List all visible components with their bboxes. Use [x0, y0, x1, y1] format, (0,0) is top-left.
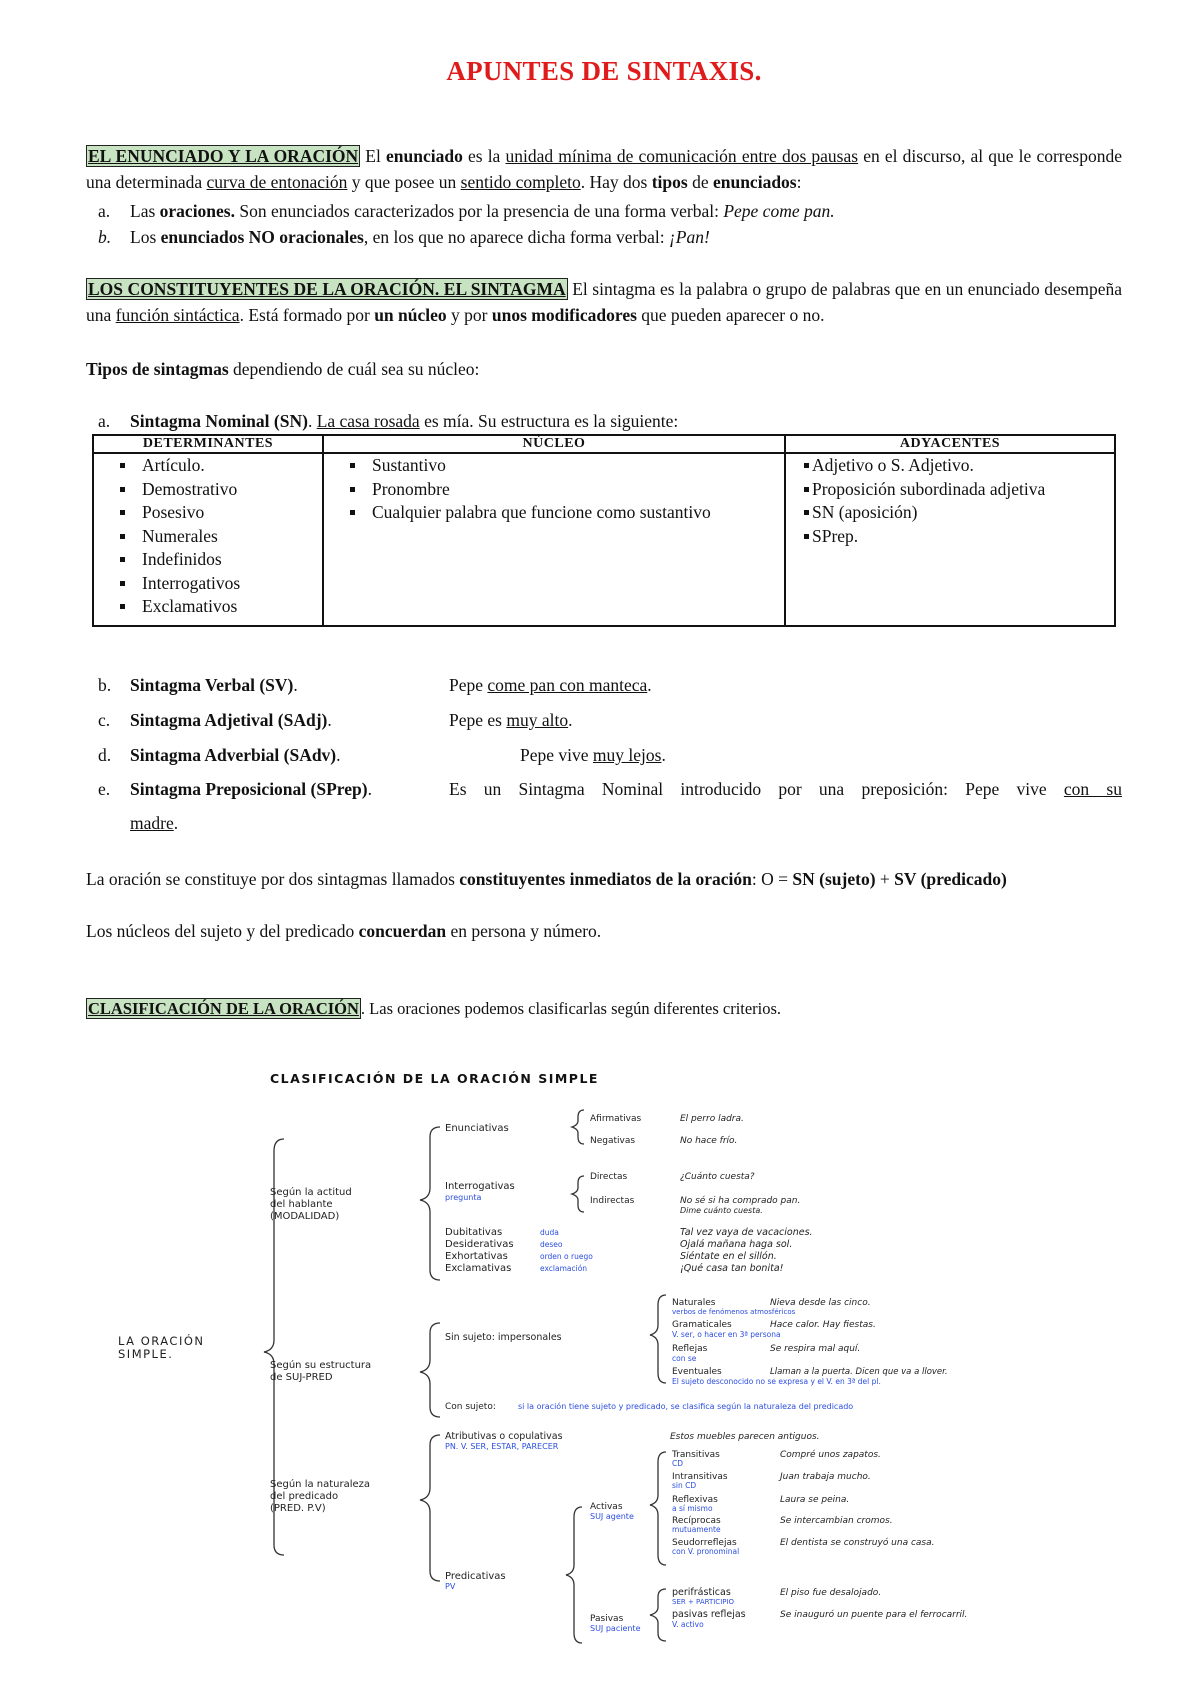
svg-text:Eventuales: Eventuales [672, 1367, 722, 1377]
section-sintagma: LOS CONSTITUYENTES DE LA ORACIÓN. EL SINTAGMA El sintagma es la palabra o grupo de palabras que en un enunciado desempeña una función sintáctica. Está formado por un núcleo y por unos modificadores que pueden aparecer o no. [86, 279, 1122, 325]
table-cell-nucleo [323, 453, 785, 626]
diagram-group-modalidad: Según la actitud [270, 1187, 352, 1198]
svg-text:Tal vez vaya de vacaciones.: Tal vez vaya de vacaciones. [680, 1227, 813, 1238]
svg-text:duda: duda [540, 1228, 559, 1237]
svg-text:con V. pronominal: con V. pronominal [672, 1547, 740, 1556]
svg-text:Nieva desde las cinco.: Nieva desde las cinco. [770, 1298, 871, 1308]
svg-text:V. activo: V. activo [672, 1620, 704, 1629]
svg-text:El piso fue desalojado.: El piso fue desalojado. [780, 1588, 882, 1598]
section-constituyentes: La oración se constituye por dos sintagmas llamados constituyentes inmediatos de la oración: O = SN (sujeto) + SV (predicado) [86, 869, 1007, 889]
svg-text:PN. V. SER, ESTAR, PARECER: PN. V. SER, ESTAR, PARECER [445, 1442, 559, 1451]
svg-text:sin CD: sin CD [672, 1481, 697, 1490]
svg-text:Gramaticales: Gramaticales [672, 1320, 732, 1330]
svg-text:Se inauguró un puente para el: Se inauguró un puente para el ferrocarril. [780, 1610, 968, 1620]
heading-sintagma: LOS CONSTITUYENTES DE LA ORACIÓN. EL SINTAGMA [88, 279, 566, 299]
list-item: Demostrativo [116, 478, 322, 502]
svg-text:verbos de fenómenos atmosféric: verbos de fenómenos atmosféricos [672, 1308, 796, 1316]
heading-enunciado: EL ENUNCIADO Y LA ORACIÓN [88, 146, 359, 166]
svg-text:CD: CD [672, 1459, 684, 1468]
svg-text:a sí mismo: a sí mismo [672, 1504, 713, 1513]
diagram-group-estructura: de SUJ-PRED [270, 1372, 333, 1383]
svg-text:Desiderativas: Desiderativas [445, 1239, 514, 1250]
section-clasificacion: CLASIFICACIÓN DE LA ORACIÓN . Las oraciones podemos clasificarlas según diferentes criterios. [88, 999, 782, 1018]
diagram-title: CLASIFICACIÓN DE LA ORACIÓN SIMPLE [270, 1071, 599, 1086]
svg-text:Compré unos zapatos.: Compré unos zapatos. [780, 1450, 881, 1460]
svg-text:Laura se peina.: Laura se peina. [780, 1495, 850, 1505]
svg-text:Afirmativas: Afirmativas [590, 1114, 642, 1124]
svg-text:Reflexivas: Reflexivas [672, 1495, 718, 1505]
diagram-group-modalidad: (MODALIDAD) [270, 1211, 340, 1222]
svg-text:Seudorreflejas: Seudorreflejas [672, 1538, 737, 1548]
svg-text:Dubitativas: Dubitativas [445, 1227, 503, 1238]
concordancia-line: Los núcleos del sujeto y del predicado concuerdan en persona y número. [86, 921, 602, 941]
svg-text:exclamación: exclamación [540, 1264, 588, 1273]
svg-text:Directas: Directas [590, 1172, 628, 1182]
tipos-sintagmas-line: Tipos de sintagmas dependiendo de cuál sea su núcleo: [86, 359, 480, 379]
svg-text:Ojalá mañana haga sol.: Ojalá mañana haga sol. [680, 1239, 793, 1250]
section-enunciado: EL ENUNCIADO Y LA ORACIÓN El enunciado es la unidad mínima de comunicación entre dos pausas en el discurso, al que le corresponde una determinada curva de entonación y que posee un sentido completo. Hay dos tipos de enunciados: [86, 146, 1122, 192]
list-item: Cualquier palabra que funcione como sustantivo [346, 501, 784, 525]
svg-text:Atributivas o copulativas: Atributivas o copulativas [445, 1431, 563, 1442]
svg-text:pregunta: pregunta [445, 1193, 482, 1202]
svg-text:El dentista se construyó una c: El dentista se construyó una casa. [780, 1538, 935, 1548]
diagram-predicativas: Predicativas [445, 1571, 506, 1582]
table-header-determinantes: DETERMINANTES [93, 435, 323, 453]
svg-text:SER + PARTICIPIO: SER + PARTICIPIO [672, 1598, 735, 1606]
svg-text:SUJ paciente: SUJ paciente [590, 1624, 641, 1633]
diagram-group-modalidad: del hablante [270, 1199, 333, 1210]
svg-text:¡Qué casa tan bonita!: ¡Qué casa tan bonita! [680, 1263, 784, 1274]
svg-text:El sujeto desconocido no se ex: El sujeto desconocido no se expresa y el V. en 3ª del pl. [672, 1377, 881, 1386]
list-item: Posesivo [116, 501, 322, 525]
svg-text:Indirectas: Indirectas [590, 1196, 635, 1206]
diagram-group-estructura: Según su estructura [270, 1360, 372, 1371]
svg-text:Naturales: Naturales [672, 1298, 716, 1308]
svg-text:Intransitivas: Intransitivas [672, 1472, 728, 1482]
list-item: Adjetivo o S. Adjetivo. [800, 454, 1114, 478]
diagram-group-naturaleza: del predicado [270, 1491, 339, 1502]
table-cell-determinantes [93, 453, 323, 626]
list-item: Indefinidos [116, 548, 322, 572]
svg-text:Estos muebles parecen antiguos: Estos muebles parecen antiguos. [670, 1432, 820, 1442]
diagram-labels [118, 1114, 967, 1633]
svg-text:SUJ agente: SUJ agente [590, 1512, 634, 1521]
list-item: SN (aposición) [800, 501, 1114, 525]
list-item: Proposición subordinada adjetiva [800, 478, 1114, 502]
svg-text:Se intercambian cromos.: Se intercambian cromos. [780, 1516, 893, 1526]
diagram-con-sujeto: Con sujeto: [445, 1402, 496, 1412]
svg-text:Se respira mal aquí.: Se respira mal aquí. [770, 1344, 861, 1354]
diagram-enunciativas: Enunciativas [445, 1123, 509, 1134]
list-item: SPrep. [800, 525, 1114, 549]
svg-text:El perro ladra.: El perro ladra. [680, 1114, 744, 1124]
diagram-group-naturaleza: Según la naturaleza [270, 1479, 371, 1490]
svg-text:Exhortativas: Exhortativas [445, 1251, 508, 1262]
diagram-root: LA ORACIÓN [118, 1334, 205, 1348]
svg-text:PV: PV [445, 1582, 456, 1591]
classification-diagram [110, 1055, 1070, 1655]
table-header-adyacentes: ADYACENTES [785, 435, 1115, 453]
diagram-interrogativas: Interrogativas [445, 1181, 515, 1192]
table-cell-adyacentes [785, 453, 1115, 626]
svg-text:Hace calor. Hay fiestas.: Hace calor. Hay fiestas. [770, 1320, 876, 1330]
list-item: Artículo. [116, 454, 322, 478]
svg-text:perifrásticas: perifrásticas [672, 1587, 731, 1598]
page-title: APUNTES DE SINTAXIS. [446, 56, 762, 86]
svg-text:Exclamativas: Exclamativas [445, 1263, 512, 1274]
list-item: Sustantivo [346, 454, 784, 478]
list-item: Exclamativos [116, 595, 322, 619]
svg-text:Negativas: Negativas [590, 1136, 636, 1146]
svg-text:deseo: deseo [540, 1240, 563, 1249]
svg-text:si la oración tiene sujeto y p: si la oración tiene sujeto y predicado, se clasifica según la naturaleza del predicado [518, 1402, 854, 1411]
svg-text:orden o ruego: orden o ruego [540, 1252, 593, 1261]
svg-text:mutuamente: mutuamente [672, 1525, 721, 1534]
heading-clasificacion: CLASIFICACIÓN DE LA ORACIÓN [88, 999, 359, 1018]
svg-text:V. ser, o hacer en 3ª persona: V. ser, o hacer en 3ª persona [672, 1330, 781, 1339]
diagram-sin-sujeto: Sin sujeto: impersonales [445, 1332, 562, 1343]
diagram-group-naturaleza: (PRED. P.V) [270, 1503, 326, 1514]
sn-structure-table [92, 434, 1116, 627]
svg-text:Juan trabaja mucho.: Juan trabaja mucho. [780, 1472, 871, 1482]
table-header-nucleo: NÚCLEO [323, 435, 785, 453]
svg-text:Siéntate en el sillón.: Siéntate en el sillón. [680, 1251, 777, 1262]
svg-text:Llaman a la puerta. Dicen que: Llaman a la puerta. Dicen que va a llover. [770, 1367, 948, 1377]
svg-text:Reflejas: Reflejas [672, 1344, 708, 1354]
svg-text:No sé si ha comprado pan.: No sé si ha comprado pan. [680, 1196, 801, 1206]
svg-text:¿Cuánto cuesta?: ¿Cuánto cuesta? [680, 1172, 755, 1182]
list-item: Interrogativos [116, 572, 322, 596]
list-item: Pronombre [346, 478, 784, 502]
diagram-root: SIMPLE. [118, 1347, 174, 1361]
svg-text:Dime cuánto cuesta.: Dime cuánto cuesta. [680, 1206, 763, 1215]
svg-text:Recíprocas: Recíprocas [672, 1516, 721, 1526]
svg-text:Activas: Activas [590, 1502, 623, 1512]
svg-text:Transitivas: Transitivas [672, 1450, 720, 1460]
list-item: Numerales [116, 525, 322, 549]
svg-text:No hace frío.: No hace frío. [680, 1136, 738, 1146]
svg-text:con se: con se [672, 1354, 697, 1363]
svg-text:Pasivas: Pasivas [590, 1614, 624, 1624]
svg-text:pasivas reflejas: pasivas reflejas [672, 1609, 746, 1620]
